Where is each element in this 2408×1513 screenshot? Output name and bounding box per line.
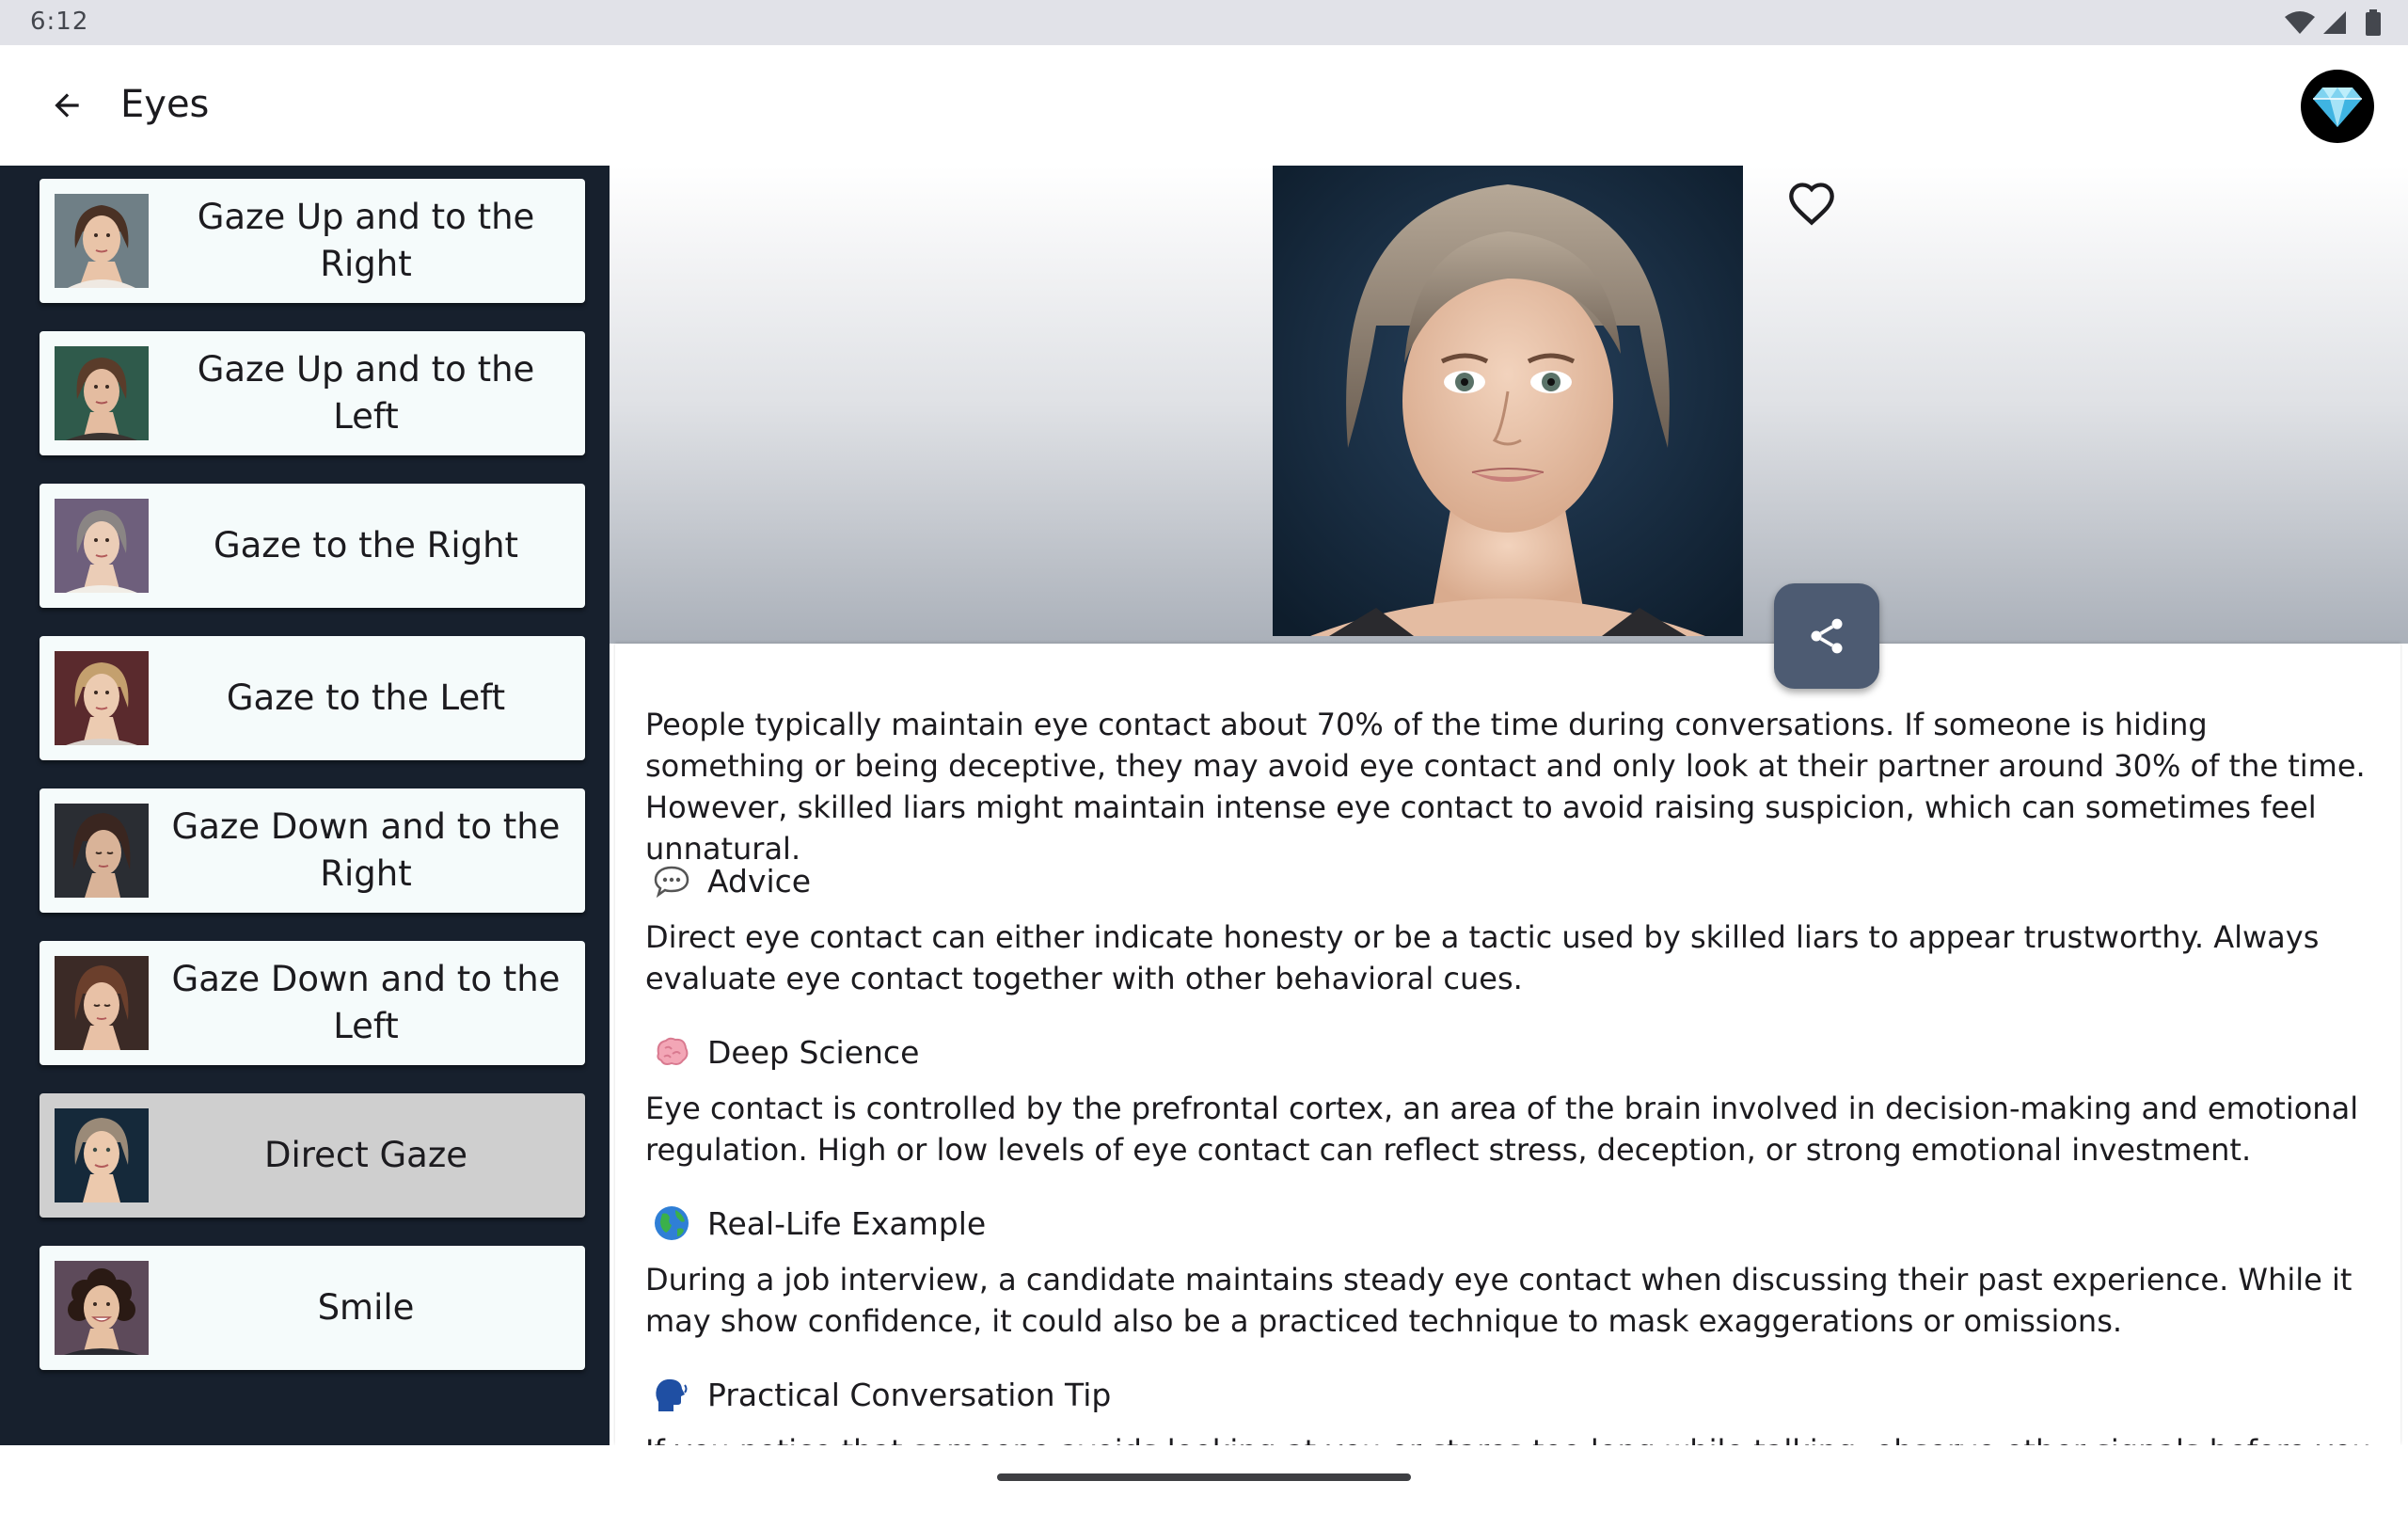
status-bar: [0, 0, 2408, 45]
sidebar-item-label: Gaze Down and to the Right: [171, 806, 561, 894]
section-text-real-life-example: During a job interview, a candidate maintains steady eye contact when discussing their past experience. While it may show confidence, it could also be a practiced technique to mask exaggerations or omissions.: [645, 1262, 2353, 1339]
thumb-woman-gray-hair: [55, 499, 149, 593]
speaking-head-icon: [653, 1376, 690, 1413]
signal-icon: [2321, 9, 2348, 36]
sidebar-item-gaze-down-left[interactable]: [40, 941, 585, 1065]
section-title: Deep Science: [707, 1033, 920, 1071]
thumb-woman-dark-hair: [55, 804, 149, 898]
sidebar-item-label: Gaze Down and to the Left: [171, 959, 561, 1046]
thumb-woman-brunette: [55, 956, 149, 1050]
section-heading-practical-tip: [653, 1374, 1111, 1415]
section-title: Advice: [707, 862, 812, 900]
globe-icon: [653, 1204, 690, 1242]
sidebar-item-label: Gaze Up and to the Right: [197, 197, 535, 284]
back-button[interactable]: [34, 77, 100, 134]
share-button[interactable]: [1774, 583, 1879, 689]
sidebar-item-gaze-up-left[interactable]: [40, 331, 585, 455]
home-indicator[interactable]: [997, 1473, 1411, 1481]
brain-icon: [653, 1033, 690, 1071]
premium-button[interactable]: [2301, 70, 2374, 143]
thumb-woman-curly-hair: [55, 1261, 149, 1355]
page-title: Eyes: [120, 83, 210, 126]
sidebar-item-label: Direct Gaze: [263, 1135, 468, 1175]
favorite-button[interactable]: [1783, 177, 1840, 230]
thumb-woman-green-backdrop: [55, 346, 149, 440]
sidebar-item-smile[interactable]: [40, 1246, 585, 1370]
sidebar-item-label: Smile: [317, 1287, 415, 1328]
share-icon: [1806, 615, 1847, 657]
heart-outline-icon: [1787, 181, 1836, 226]
app-bar: [0, 45, 2408, 166]
content-card: [615, 644, 2400, 1445]
section-heading-real-life-example: [653, 1202, 986, 1244]
section-text-advice: Direct eye contact can either indicate honesty or be a tactic used by skilled liars to appear trustworthy. Always evaluate eye contact together with other behavioral cues.: [645, 919, 2320, 996]
sidebar-item-label: Gaze Up and to the Left: [197, 349, 535, 437]
sidebar: [0, 166, 610, 1445]
section-heading-deep-science: [653, 1031, 919, 1073]
thumb-woman-short-hair: [55, 1108, 149, 1202]
speech-bubble-icon: [653, 862, 690, 900]
section-title: Real-Life Example: [707, 1204, 987, 1242]
sidebar-item-gaze-left[interactable]: [40, 636, 585, 760]
thumb-woman-blonde-hair: [55, 651, 149, 745]
section-heading-advice: [653, 860, 811, 901]
arrow-back-icon: [49, 88, 85, 123]
sidebar-item-label: Gaze to the Left: [226, 677, 506, 718]
sidebar-item-gaze-up-right[interactable]: [40, 179, 585, 303]
sidebar-item-gaze-down-right[interactable]: [40, 788, 585, 913]
sidebar-item-direct-gaze[interactable]: [40, 1093, 585, 1218]
wifi-icon: [2284, 9, 2316, 36]
sidebar-item-label: Gaze to the Right: [213, 525, 519, 565]
section-title: Practical Conversation Tip: [707, 1376, 1112, 1413]
portrait-image: [1273, 166, 1743, 636]
diamond-icon: [2311, 84, 2364, 129]
section-text-deep-science: Eye contact is controlled by the prefrontal cortex, an area of the brain involved in decision-making and emotional regulation. High or low levels of eye contact can reflect stress, deception, or strong emotional investment.: [645, 1091, 2359, 1168]
intro-text: People typically maintain eye contact about 70% of the time during conversations. If someone is hiding something or being deceptive, they may avoid eye contact and only look at their partner around 30% of the time. However, skilled liars might maintain intense eye contact to avoid raising suspicion, which can sometimes feel unnatural.: [645, 707, 2366, 867]
navigation-bar: [0, 1445, 2408, 1505]
sidebar-item-gaze-right[interactable]: [40, 484, 585, 608]
battery-icon: [2365, 9, 2382, 36]
status-time: 6:12: [30, 8, 89, 36]
thumb-woman-brown-hair: [55, 194, 149, 288]
